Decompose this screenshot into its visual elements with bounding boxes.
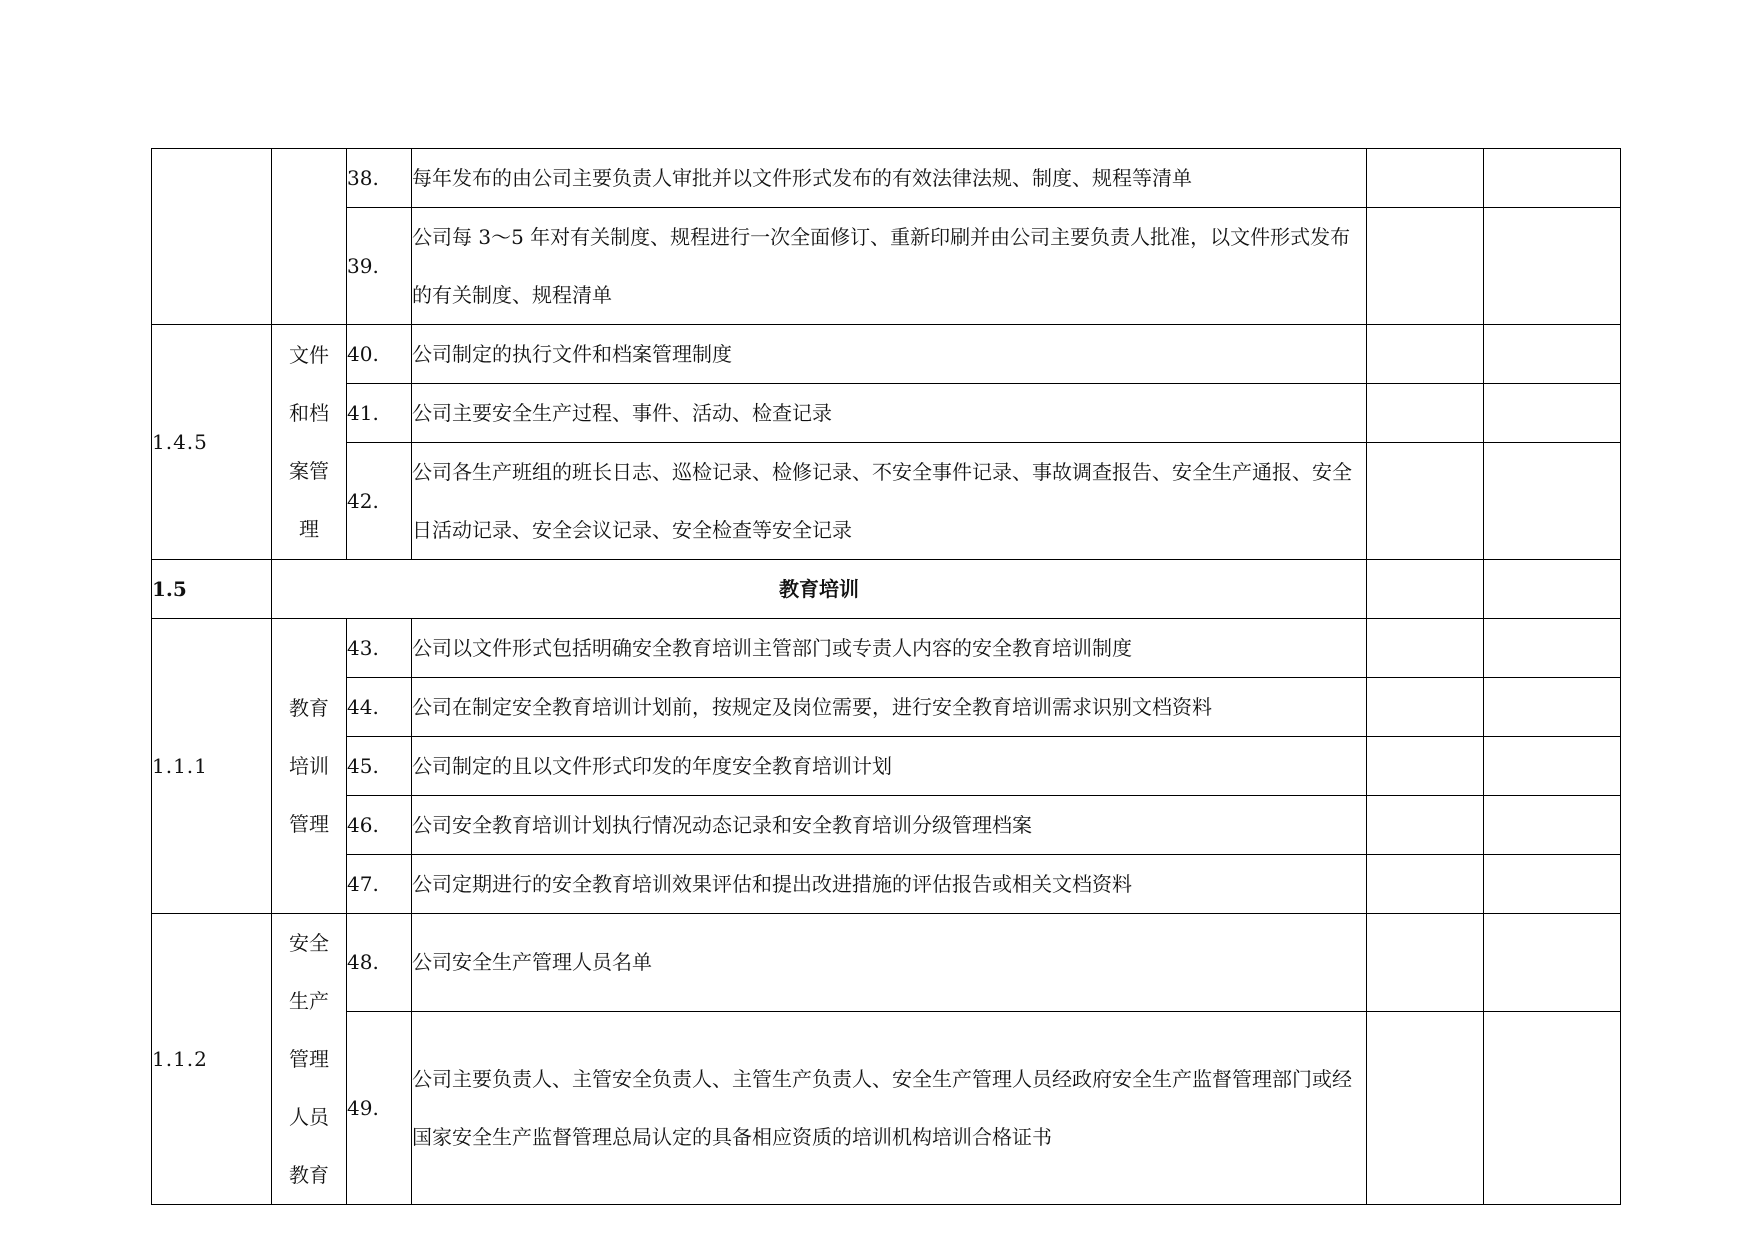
blank-cell xyxy=(1484,855,1621,914)
category-line: 理 xyxy=(299,517,319,541)
table-row xyxy=(152,384,1621,443)
code-cell-empty xyxy=(152,149,272,325)
blank-cell xyxy=(1484,325,1621,384)
table-row xyxy=(152,208,1621,325)
table-row xyxy=(152,443,1621,560)
item-number: 41. xyxy=(347,384,412,443)
blank-cell xyxy=(1484,619,1621,678)
item-description: 公司在制定安全教育培训计划前，按规定及岗位需要，进行安全教育培训需求识别文档资料 xyxy=(412,678,1367,737)
category-line: 人员 xyxy=(289,1105,329,1129)
item-number: 44. xyxy=(347,678,412,737)
item-description: 公司定期进行的安全教育培训效果评估和提出改进措施的评估报告或相关文档资料 xyxy=(412,855,1367,914)
category-line: 教育 xyxy=(289,696,329,720)
section-code: 1.1.2 xyxy=(152,914,272,1205)
item-number: 47. xyxy=(347,855,412,914)
blank-cell xyxy=(1367,560,1484,619)
section-code: 1.5 xyxy=(152,560,272,619)
item-description: 公司安全生产管理人员名单 xyxy=(412,914,1367,1012)
item-description: 公司以文件形式包括明确安全教育培训主管部门或专责人内容的安全教育培训制度 xyxy=(412,619,1367,678)
section-code: 1.1.1 xyxy=(152,619,272,914)
item-description: 公司制定的且以文件形式印发的年度安全教育培训计划 xyxy=(412,737,1367,796)
item-description: 公司主要负责人、主管安全负责人、主管生产负责人、安全生产管理人员经政府安全生产监督管理部门或经国家安全生产监督管理总局认定的具备相应资质的培训机构培训合格证书 xyxy=(412,1011,1367,1204)
blank-cell xyxy=(1484,560,1621,619)
category-line: 培训 xyxy=(289,754,329,778)
blank-cell xyxy=(1367,678,1484,737)
item-description: 公司每 3～5 年对有关制度、规程进行一次全面修订、重新印刷并由公司主要负责人批准，以文件形式发布的有关制度、规程清单 xyxy=(412,208,1367,325)
table-row xyxy=(152,855,1621,914)
blank-cell xyxy=(1484,678,1621,737)
category-label xyxy=(272,325,347,560)
blank-cell xyxy=(1484,384,1621,443)
table-row xyxy=(152,1011,1621,1204)
blank-cell xyxy=(1484,443,1621,560)
blank-cell xyxy=(1367,855,1484,914)
item-description: 公司主要安全生产过程、事件、活动、检查记录 xyxy=(412,384,1367,443)
section-code: 1.4.5 xyxy=(152,325,272,560)
category-line: 案管 xyxy=(289,459,329,483)
item-number: 38. xyxy=(347,149,412,208)
blank-cell xyxy=(1367,914,1484,1012)
section-title: 教育培训 xyxy=(272,560,1367,619)
category-line: 管理 xyxy=(289,1047,329,1071)
item-number: 45. xyxy=(347,737,412,796)
table-row xyxy=(152,619,1621,678)
category-line: 教育 xyxy=(289,1163,329,1187)
item-number: 42. xyxy=(347,443,412,560)
table-row xyxy=(152,796,1621,855)
table-row xyxy=(152,325,1621,384)
item-description: 公司安全教育培训计划执行情况动态记录和安全教育培训分级管理档案 xyxy=(412,796,1367,855)
blank-cell xyxy=(1367,737,1484,796)
blank-cell xyxy=(1367,325,1484,384)
item-description: 每年发布的由公司主要负责人审批并以文件形式发布的有效法律法规、制度、规程等清单 xyxy=(412,149,1367,208)
section-row xyxy=(152,560,1621,619)
table-row xyxy=(152,914,1621,1012)
blank-cell xyxy=(1484,149,1621,208)
blank-cell xyxy=(1484,796,1621,855)
item-number: 43. xyxy=(347,619,412,678)
item-number: 39. xyxy=(347,208,412,325)
blank-cell xyxy=(1367,443,1484,560)
blank-cell xyxy=(1367,796,1484,855)
item-number: 46. xyxy=(347,796,412,855)
item-description: 公司制定的执行文件和档案管理制度 xyxy=(412,325,1367,384)
blank-cell xyxy=(1484,1011,1621,1204)
category-label xyxy=(272,914,347,1205)
category-label xyxy=(272,619,347,914)
table-row xyxy=(152,737,1621,796)
category-line: 生产 xyxy=(289,989,329,1013)
blank-cell xyxy=(1367,149,1484,208)
item-number: 48. xyxy=(347,914,412,1012)
table-row xyxy=(152,678,1621,737)
item-description: 公司各生产班组的班长日志、巡检记录、检修记录、不安全事件记录、事故调查报告、安全生产通报、安全日活动记录、安全会议记录、安全检查等安全记录 xyxy=(412,443,1367,560)
item-number: 49. xyxy=(347,1011,412,1204)
blank-cell xyxy=(1367,619,1484,678)
category-line: 和档 xyxy=(289,401,329,425)
blank-cell xyxy=(1484,737,1621,796)
checklist-table xyxy=(151,148,1621,1205)
category-cell-empty xyxy=(272,149,347,325)
table-row xyxy=(152,149,1621,208)
blank-cell xyxy=(1367,384,1484,443)
category-line: 管理 xyxy=(289,812,329,836)
blank-cell xyxy=(1484,208,1621,325)
blank-cell xyxy=(1484,914,1621,1012)
blank-cell xyxy=(1367,208,1484,325)
item-number: 40. xyxy=(347,325,412,384)
blank-cell xyxy=(1367,1011,1484,1204)
category-line: 文件 xyxy=(289,343,329,367)
category-line: 安全 xyxy=(289,931,329,955)
